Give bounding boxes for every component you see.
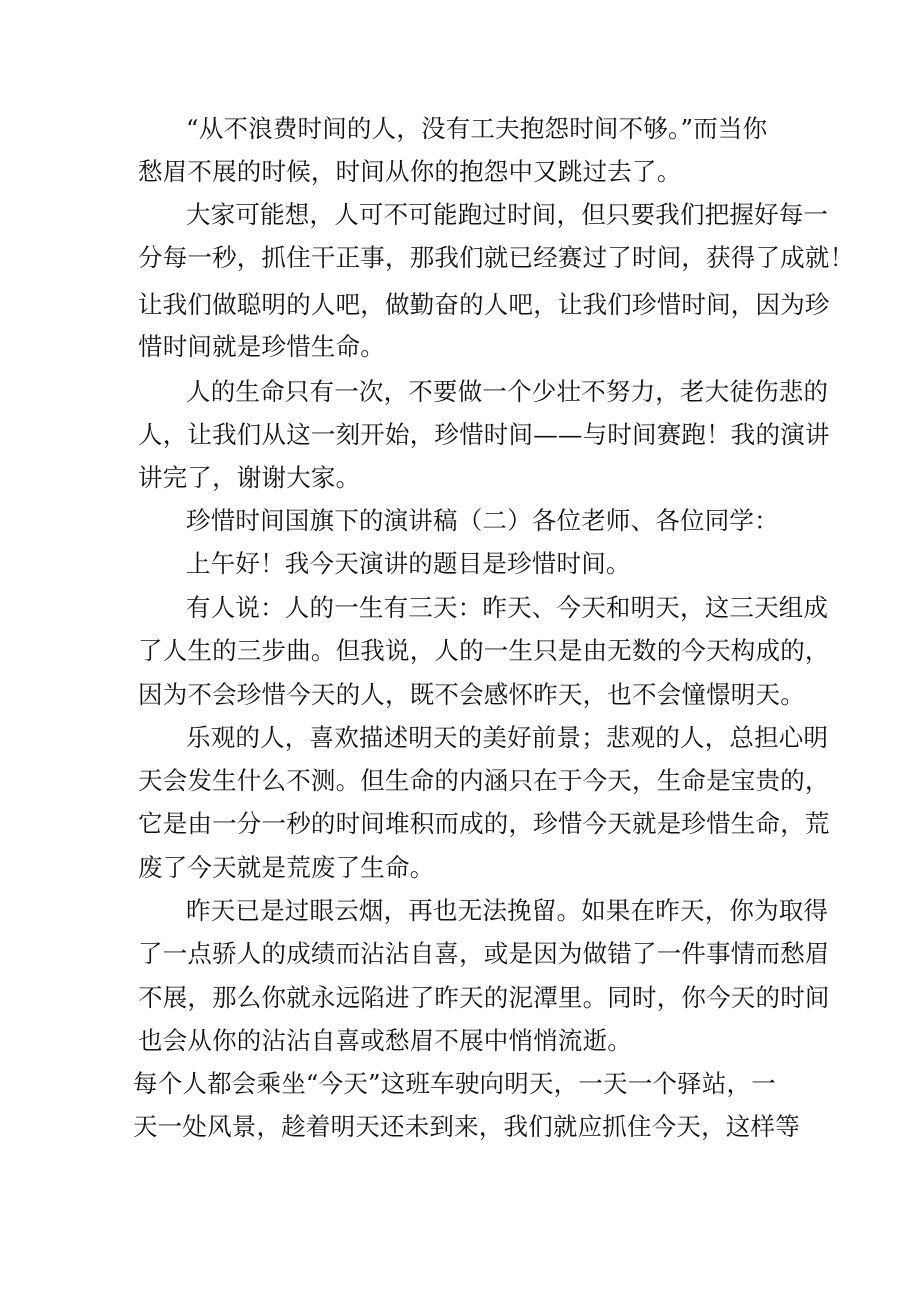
text-line: 讲完了，谢谢大家。	[138, 463, 361, 492]
text-line: 废了今天就是荒废了生命。	[138, 853, 435, 882]
text-line: 它是由一分一秒的时间堆积而成的，珍惜今天就是珍惜生命，荒	[138, 809, 830, 838]
text-line: 上午好！我今天演讲的题目是珍惜时间。	[186, 549, 631, 578]
text-line: 每个人都会乘坐“今天”这班车驶向明天，一天一个驿站，一	[133, 1069, 776, 1098]
text-line: 了一点骄人的成绩而沾沾自喜，或是因为做错了一件事情而愁眉	[138, 939, 830, 968]
text-line: 大家可能想，人可不可能跑过时间，但只要我们把握好每一	[186, 200, 829, 229]
text-line: 了人生的三步曲。但我说，人的一生只是由无数的今天构成的，	[138, 636, 830, 665]
text-line: 有人说：人的一生有三天：昨天、今天和明天，这三天组成	[186, 593, 829, 622]
text-line: 惜时间就是珍惜生命。	[138, 332, 385, 361]
text-line: 分每一秒，抓住干正事，那我们就已经赛过了时间，获得了成就！	[138, 243, 855, 272]
text-line: “从不浪费时间的人，没有工夫抱怨时间不够。”而当你	[186, 114, 768, 143]
text-line: 乐观的人，喜欢描述明天的美好前景；悲观的人，总担心明	[186, 723, 829, 752]
text-line: 因为不会珍惜今天的人，既不会感怀昨天，也不会憧憬明天。	[138, 680, 805, 709]
text-line: 让我们做聪明的人吧，做勤奋的人吧，让我们珍惜时间，因为珍	[138, 290, 830, 319]
text-line: 人的生命只有一次，不要做一个少壮不努力，老大徒伤悲的	[186, 377, 829, 406]
text-line: 人，让我们从这一刻开始，珍惜时间——与时间赛跑！我的演讲	[138, 420, 830, 449]
text-line: 天会发生什么不测。但生命的内涵只在于今天，生命是宝贵的，	[138, 766, 830, 795]
text-line: 珍惜时间国旗下的演讲稿（二）各位老师、各位同学：	[186, 506, 779, 535]
text-line: 不展，那么你就永远陷进了昨天的泥潭里。同时，你今天的时间	[138, 983, 830, 1012]
text-line: 愁眉不展的时候，时间从你的抱怨中又跳过去了。	[138, 157, 682, 186]
text-line: 昨天已是过眼云烟，再也无法挽留。如果在昨天，你为取得	[186, 896, 829, 925]
text-line: 也会从你的沾沾自喜或愁眉不展中悄悄流逝。	[138, 1026, 632, 1055]
text-line: 天一处风景，趁着明天还未到来，我们就应抓住今天，这样等	[133, 1112, 800, 1141]
